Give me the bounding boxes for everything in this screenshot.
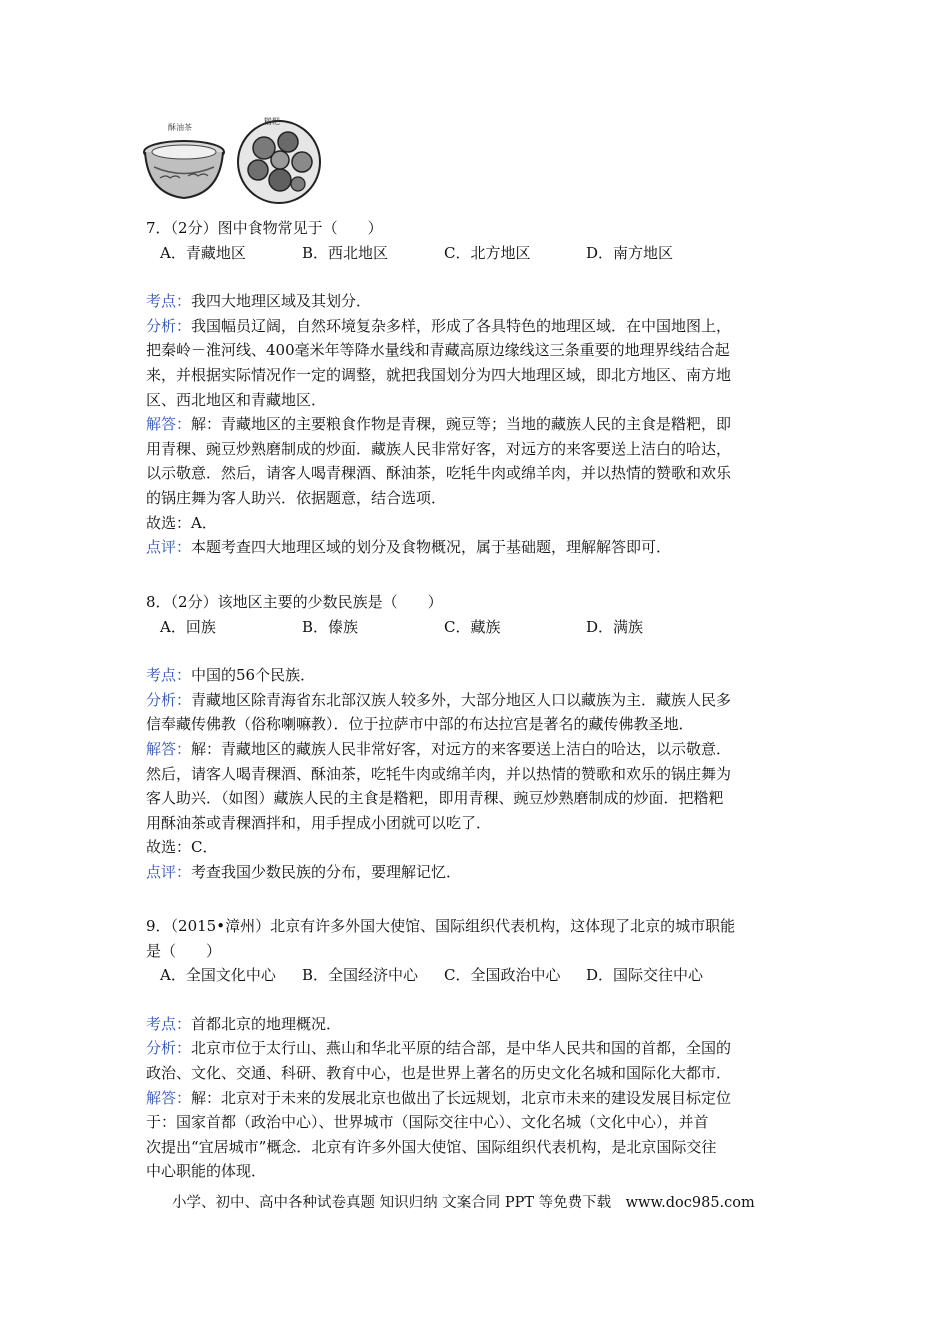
question-8 — [146, 590, 808, 885]
fenxi-text: 区、西北地区和青藏地区． — [146, 390, 327, 409]
figure-caption-right: 糌粑 — [264, 117, 280, 126]
fenxi-label: 分析： — [146, 690, 192, 709]
jieda-text: 以示敬意．然后，请客人喝青稞酒、酥油茶，吃牦牛肉或绵羊肉，并以热情的赞歌和欢乐 — [146, 464, 732, 483]
option-a: A．青藏地区 — [160, 243, 246, 262]
fenxi-text: 政治、文化、交通、科研、教育中心，也是世界上著名的历史文化名城和国际化大都市． — [146, 1063, 732, 1082]
question-stem: 7．（2分）图中食物常见于（ ） — [146, 219, 383, 237]
option-d: D．满族 — [586, 617, 644, 636]
dianping-label: 点评： — [146, 862, 192, 881]
question-stem: 9．（2015•漳州）北京有许多外国大使馆、国际组织代表机构，这体现了北京的城市职能 — [146, 917, 736, 935]
question-7 — [146, 216, 808, 560]
jieda-label: 解答： — [146, 1088, 192, 1107]
page-footer: 小学、初中、高中各种试卷真题 知识归纳 文案合同 PPT 等免费下载 www.doc985.com — [172, 1195, 755, 1211]
kaodian-text: 首都北京的地理概况． — [191, 1014, 342, 1033]
kaodian-line — [146, 663, 808, 688]
tsampa-plate-icon — [238, 121, 320, 203]
question-options — [146, 963, 808, 988]
jieda-text: 的锅庄舞为客人助兴．依据题意，结合选项． — [146, 488, 447, 507]
butter-tea-bowl-icon — [144, 141, 224, 198]
question-options — [146, 241, 808, 266]
fenxi-text: 我国幅员辽阔，自然环境复杂多样，形成了各具特色的地理区域．在中国地图上， — [191, 316, 732, 335]
option-a: A．回族 — [160, 617, 216, 636]
jieda-text: 客人助兴．（如图）藏族人民的主食是糌粑，即用青稞、豌豆炒熟磨制成的炒面．把糌粑 — [146, 789, 724, 808]
fenxi-text: 北京市位于太行山、燕山和华北平原的结合部，是中华人民共和国的首都，全国的 — [191, 1039, 732, 1058]
jieda-line — [146, 737, 808, 762]
answer-choice: 故选：C． — [146, 838, 218, 857]
figure-caption-left: 酥油茶 — [168, 123, 192, 132]
jieda-text: 解：青藏地区的主要粮食作物是青稞，豌豆等；当地的藏族人民的主食是糌粑，即 — [191, 415, 732, 434]
option-c: C．全国政治中心 — [444, 966, 561, 985]
jieda-text: 解：青藏地区的藏族人民非常好客，对远方的来客要送上洁白的哈达，以示敬意． — [191, 739, 732, 758]
dianping-label: 点评： — [146, 538, 192, 557]
kaodian-text: 我四大地理区域及其划分． — [191, 292, 372, 311]
option-b: B．傣族 — [302, 617, 359, 636]
option-b: B．全国经济中心 — [302, 966, 419, 985]
fenxi-text: 信奉藏传佛教（俗称喇嘛教）．位于拉萨市中部的布达拉宫是著名的藏传佛教圣地． — [146, 715, 694, 734]
fenxi-text: 来，并根据实际情况作一定的调整，就把我国划分为四大地理区域，即北方地区、南方地 — [146, 365, 732, 384]
option-b: B．西北地区 — [302, 243, 389, 262]
fenxi-label: 分析： — [146, 1039, 192, 1058]
option-a: A．全国文化中心 — [160, 966, 276, 985]
jieda-text: 然后，请客人喝青稞酒、酥油茶，吃牦牛肉或绵羊肉，并以热情的赞歌和欢乐的锅庄舞为 — [146, 764, 732, 783]
fenxi-text: 把秦岭－淮河线、400毫米年等降水量线和青藏高原边缘线这三条重要的地理界线结合起 — [146, 341, 730, 360]
jieda-text: 于：国家首都（政治中心）、世界城市（国际交往中心）、文化名城（文化中心），并首 — [146, 1113, 709, 1132]
option-d: D．南方地区 — [586, 243, 674, 262]
dianping-line — [146, 860, 808, 885]
jieda-line — [146, 1086, 808, 1111]
jieda-text: 用酥油茶或青稞酒拌和，用手捏成小团就可以吃了． — [146, 813, 492, 832]
question-stem: 8．（2分）该地区主要的少数民族是（ ） — [146, 593, 443, 611]
fenxi-line — [146, 314, 808, 339]
jieda-label: 解答： — [146, 415, 192, 434]
kaodian-line — [146, 289, 808, 314]
option-c: C．北方地区 — [444, 243, 531, 262]
jieda-text: 次提出“宜居城市”概念．北京有许多外国大使馆、国际组织代表机构，是北京国际交往 — [146, 1137, 717, 1156]
jieda-line — [146, 412, 808, 437]
kaodian-line — [146, 1012, 808, 1037]
kaodian-label: 考点： — [146, 292, 192, 311]
dianping-text: 本题考查四大地理区域的划分及食物概况，属于基础题，理解解答即可． — [191, 538, 672, 557]
question-options — [146, 615, 808, 640]
answer-choice: 故选：A． — [146, 513, 217, 532]
fenxi-line — [146, 1036, 808, 1061]
question-stem: 是（ ） — [146, 941, 222, 960]
food-figure — [140, 112, 330, 204]
fenxi-label: 分析： — [146, 316, 192, 335]
dianping-line — [146, 535, 808, 560]
kaodian-label: 考点： — [146, 1014, 192, 1033]
question-9 — [146, 914, 808, 1184]
fenxi-line — [146, 688, 808, 713]
dianping-text: 考查我国少数民族的分布，要理解记忆． — [191, 862, 462, 881]
jieda-label: 解答： — [146, 739, 192, 758]
jieda-text: 解：北京对于未来的发展北京也做出了长远规划，北京市未来的建设发展目标定位 — [191, 1088, 732, 1107]
jieda-text: 用青稞、豌豆炒熟磨制成的炒面．藏族人民非常好客，对远方的来客要送上洁白的哈达， — [146, 439, 732, 458]
kaodian-label: 考点： — [146, 666, 192, 685]
kaodian-text: 中国的56个民族． — [191, 666, 316, 685]
option-c: C．藏族 — [444, 617, 501, 636]
option-d: D．国际交往中心 — [586, 966, 704, 985]
jieda-text: 中心职能的体现． — [146, 1162, 267, 1181]
fenxi-text: 青藏地区除青海省东北部汉族人较多外，大部分地区人口以藏族为主．藏族人民多 — [191, 690, 732, 709]
